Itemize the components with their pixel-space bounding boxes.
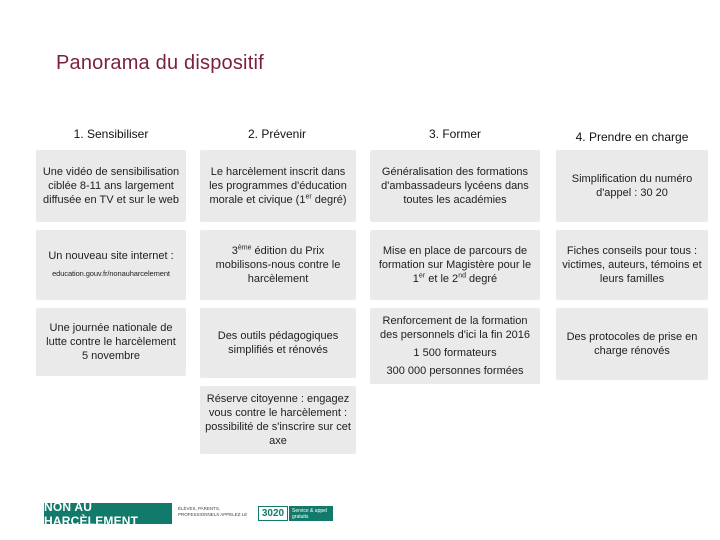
card-formateurs: 1 500 formateurs bbox=[413, 347, 497, 359]
card-site-internet bbox=[36, 230, 186, 300]
card-outils-pedagogiques bbox=[200, 308, 356, 378]
card-numero-appel bbox=[556, 150, 708, 222]
non-au-harcelement-logo: NON AU HARCÈLEMENT bbox=[44, 503, 172, 524]
card-text: 3ème édition du Prix mobilisons-nous contre le harcèlement bbox=[215, 244, 341, 285]
card-fiches-conseils bbox=[556, 230, 708, 300]
card-formation-personnels bbox=[370, 308, 540, 384]
card-programmes-emc bbox=[200, 150, 356, 222]
card-text: Généralisation des formations d'ambassadeurs lycéens dans toutes les académies bbox=[381, 166, 529, 206]
column-heading-sensibiliser: 1. Sensibiliser bbox=[73, 127, 149, 141]
card-text: Un nouveau site internet : bbox=[48, 250, 174, 262]
card-text: Fiches conseils pour tous : victimes, auteurs, témoins et leurs familles bbox=[562, 245, 702, 285]
card-date: 5 novembre bbox=[81, 350, 141, 362]
card-journee-nationale bbox=[36, 308, 186, 376]
card-video-sensibilisation bbox=[36, 150, 186, 222]
card-ambassadeurs-lyceens bbox=[370, 150, 540, 222]
helpline-number: 3020 bbox=[258, 506, 288, 521]
card-text: Une journée nationale de lutte contre le harcèlement bbox=[46, 322, 176, 348]
column-heading-prendre-en-charge: 4. Prendre en charge bbox=[575, 130, 689, 144]
card-text: Une vidéo de sensibilisation ciblée 8-11 ans largement diffusée en TV et sur le web bbox=[42, 166, 180, 206]
card-text: Réserve citoyenne : engagez vous contre le harcèlement : possibilité de s'inscrire sur cet axe bbox=[205, 393, 351, 447]
card-text: Simplification du numéro d'appel : 30 20 bbox=[571, 173, 693, 199]
card-prix-mobilisons-nous bbox=[200, 230, 356, 300]
card-text: Mise en place de parcours de formation sur Magistère pour le 1er et le 2nd degré bbox=[378, 245, 532, 285]
card-text: Des outils pédagogiques simplifiés et rénovés bbox=[217, 330, 339, 356]
card-text: Renforcement de la formation des personnels d'ici la fin 2016 bbox=[379, 315, 531, 341]
card-text: Des protocoles de prise en charge rénovés bbox=[566, 331, 698, 357]
card-reserve-citoyenne bbox=[200, 386, 356, 454]
card-protocoles bbox=[556, 308, 708, 380]
card-personnes-formees: 300 000 personnes formées bbox=[386, 365, 524, 377]
card-text: Le harcèlement inscrit dans les programmes d'éducation morale et civique (1er degré) bbox=[209, 166, 347, 206]
column-heading-prevenir: 2. Prévenir bbox=[247, 127, 307, 141]
column-heading-former: 3. Former bbox=[428, 127, 481, 141]
helpline-badge: Service & appel gratuits bbox=[289, 506, 333, 521]
card-parcours-magistere bbox=[370, 230, 540, 300]
page-title: Panorama du dispositif bbox=[56, 52, 264, 74]
footer-tagline: ÉLÈVES, PARENTS, PROFESSIONNELS APPELEZ LE bbox=[178, 506, 248, 517]
site-url-link[interactable]: education.gouv.fr/nonauharcelement bbox=[52, 269, 170, 278]
